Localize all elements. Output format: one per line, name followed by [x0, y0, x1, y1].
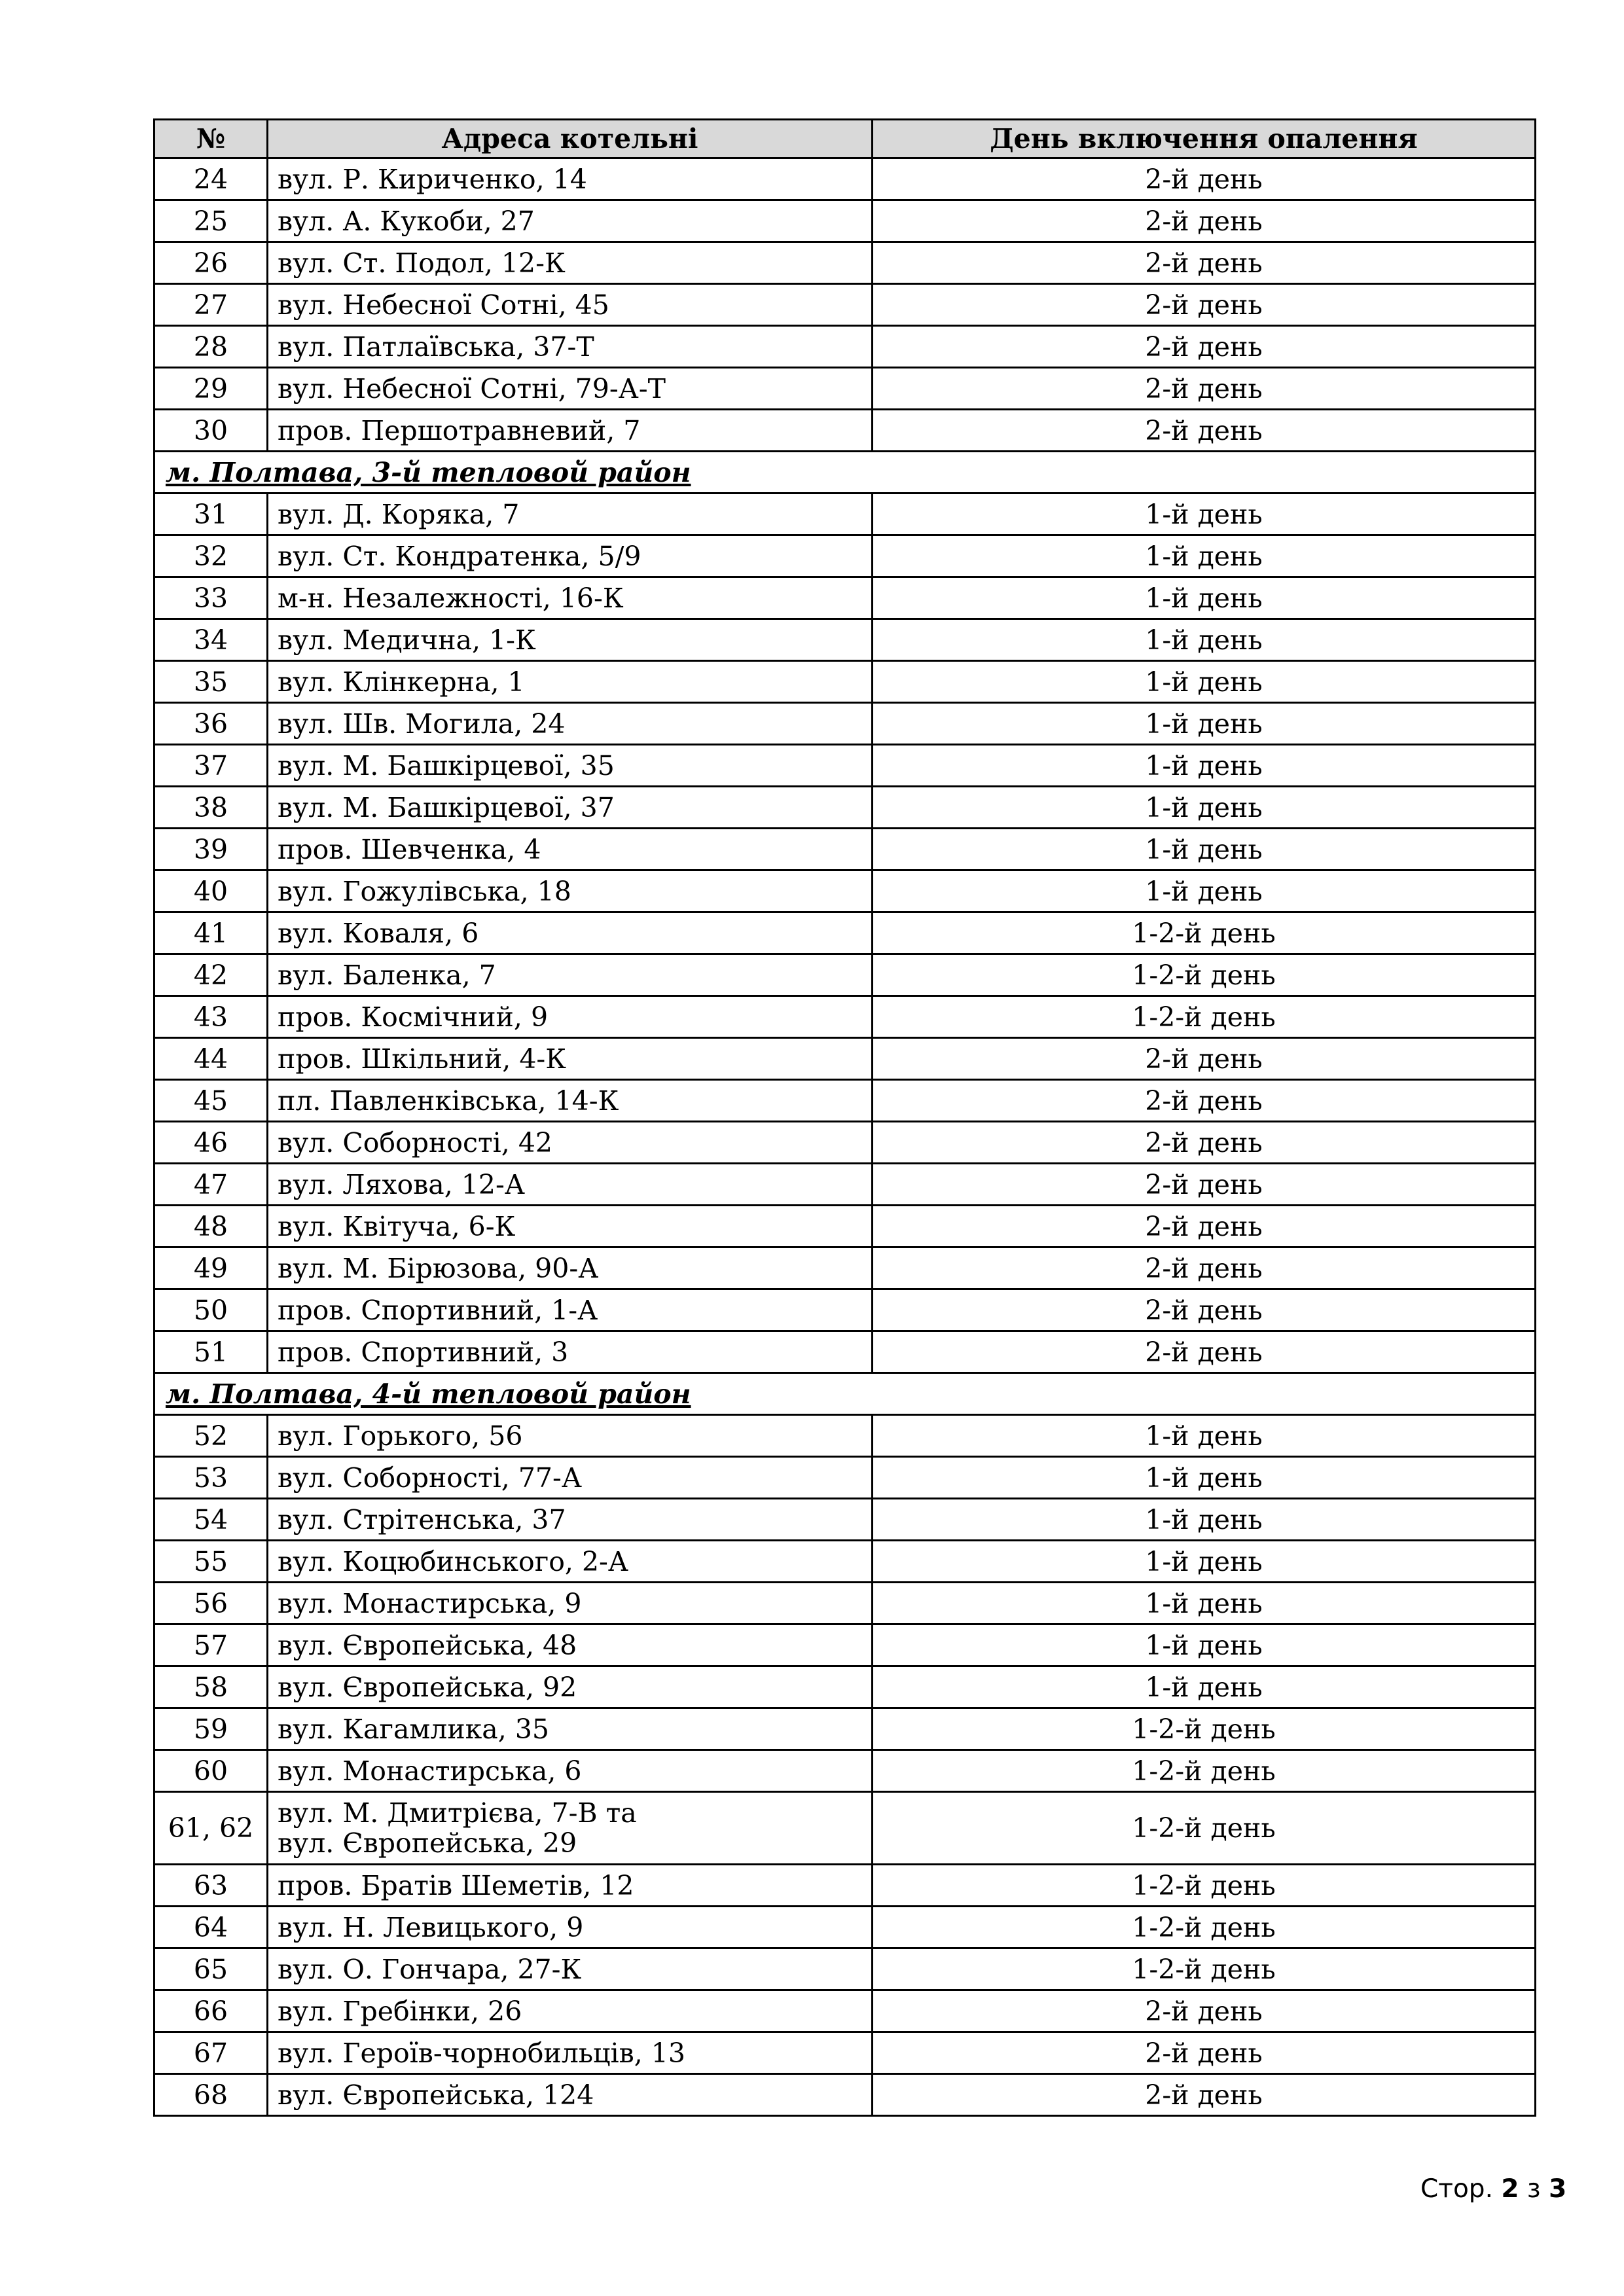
table-row [154, 1990, 1536, 2032]
table-row [154, 1206, 1536, 1247]
address-line: вул. Героїв-чорнобильців, 13 [278, 2037, 685, 2069]
address-line: вул. Європейська, 92 [278, 1671, 577, 1703]
heating-day: 1-й день [873, 1415, 1536, 1457]
table-row [154, 954, 1536, 996]
heating-day: 1-й день [873, 829, 1536, 870]
row-number: 61, 62 [154, 1792, 268, 1865]
table-row [154, 493, 1536, 535]
row-number: 52 [154, 1415, 268, 1457]
row-number: 47 [154, 1164, 268, 1206]
table-row [154, 158, 1536, 200]
boiler-address [268, 661, 873, 703]
boiler-address [268, 912, 873, 954]
heating-day: 2-й день [873, 326, 1536, 368]
table-row [154, 200, 1536, 242]
address-line: вул. Соборності, 77-А [278, 1462, 582, 1494]
boiler-address [268, 1541, 873, 1583]
boiler-address [268, 158, 873, 200]
address-line: вул. Р. Кириченко, 14 [278, 163, 587, 195]
heating-day: 2-й день [873, 200, 1536, 242]
address-line: вул. Ст. Подол, 12-К [278, 247, 566, 279]
address-line: вул. О. Гончара, 27-К [278, 1953, 582, 1985]
boiler-address [268, 1038, 873, 1080]
heating-day: 2-й день [873, 1164, 1536, 1206]
address-line: вул. Гожулівська, 18 [278, 875, 571, 907]
boiler-address [268, 200, 873, 242]
table-row [154, 242, 1536, 284]
table-row [154, 535, 1536, 577]
address-line: пров. Шевченка, 4 [278, 833, 541, 865]
heating-day: 1-й день [873, 493, 1536, 535]
table-body [154, 158, 1536, 2116]
table-row [154, 661, 1536, 703]
address-line: вул. А. Кукоби, 27 [278, 205, 535, 237]
table-row [154, 1122, 1536, 1164]
row-number: 55 [154, 1541, 268, 1583]
heating-day: 1-2-й день [873, 1865, 1536, 1907]
row-number: 38 [154, 787, 268, 829]
address-line: пров. Братів Шеметів, 12 [278, 1869, 634, 1901]
table-row [154, 410, 1536, 452]
row-number: 64 [154, 1907, 268, 1948]
boiler-address [268, 703, 873, 745]
table-row [154, 1164, 1536, 1206]
table-row [154, 1948, 1536, 1990]
boiler-address [268, 1666, 873, 1708]
address-line: вул. Медична, 1-К [278, 624, 536, 656]
address-line: вул. Гребінки, 26 [278, 1995, 522, 2027]
table-row [154, 2032, 1536, 2074]
address-line: вул. Патлаївська, 37-Т [278, 331, 594, 363]
boiler-address [268, 1865, 873, 1907]
row-number: 50 [154, 1289, 268, 1331]
address-line: пров. Космічний, 9 [278, 1001, 549, 1033]
row-number: 30 [154, 410, 268, 452]
boiler-address [268, 787, 873, 829]
table-row [154, 829, 1536, 870]
heating-day: 2-й день [873, 1247, 1536, 1289]
boiler-address [268, 368, 873, 410]
row-number: 66 [154, 1990, 268, 2032]
table-row [154, 1541, 1536, 1583]
address-line: вул. М. Башкірцевої, 37 [278, 791, 615, 823]
heating-day: 2-й день [873, 1990, 1536, 2032]
table-row [154, 1289, 1536, 1331]
heating-day: 2-й день [873, 242, 1536, 284]
address-line: вул. Клінкерна, 1 [278, 666, 525, 698]
table-row [154, 1708, 1536, 1750]
heating-day: 1-й день [873, 1499, 1536, 1541]
heating-day: 1-2-й день [873, 1907, 1536, 1948]
boiler-address [268, 410, 873, 452]
row-number: 46 [154, 1122, 268, 1164]
address-line-2: вул. Європейська, 29 [278, 1827, 577, 1859]
row-number: 32 [154, 535, 268, 577]
address-line: вул. Небесної Сотні, 79-А-Т [278, 372, 666, 404]
boiler-address [268, 577, 873, 619]
boiler-address [268, 1583, 873, 1624]
row-number: 48 [154, 1206, 268, 1247]
boiler-address [268, 1624, 873, 1666]
heating-day: 2-й день [873, 1122, 1536, 1164]
row-number: 67 [154, 2032, 268, 2074]
table-row [154, 1907, 1536, 1948]
row-number: 27 [154, 284, 268, 326]
table-row [154, 577, 1536, 619]
section-header-row [154, 1373, 1536, 1415]
boiler-address [268, 1164, 873, 1206]
address-line: пров. Першотравневий, 7 [278, 414, 641, 446]
table-row [154, 1080, 1536, 1122]
row-number: 34 [154, 619, 268, 661]
heating-day: 1-й день [873, 870, 1536, 912]
address-line: вул. Горького, 56 [278, 1420, 523, 1452]
table-header-row [154, 120, 1536, 158]
boiler-address [268, 1990, 873, 2032]
section-title: м. Полтава, 4-й тепловой район [154, 1373, 1536, 1415]
row-number: 28 [154, 326, 268, 368]
section-header-row [154, 452, 1536, 493]
address-line: вул. Д. Коряка, 7 [278, 498, 520, 530]
row-number: 65 [154, 1948, 268, 1990]
boiler-address [268, 1289, 873, 1331]
footer-total-pages: 3 [1549, 2174, 1567, 2204]
heating-day: 2-й день [873, 1038, 1536, 1080]
address-line: вул. Шв. Могила, 24 [278, 708, 566, 740]
address-line: вул. Європейська, 124 [278, 2079, 594, 2111]
boiler-address [268, 1708, 873, 1750]
row-number: 51 [154, 1331, 268, 1373]
address-line: вул. Баленка, 7 [278, 959, 496, 991]
section-title: м. Полтава, 3-й тепловой район [154, 452, 1536, 493]
row-number: 43 [154, 996, 268, 1038]
table-row [154, 368, 1536, 410]
heating-day: 2-й день [873, 368, 1536, 410]
row-number: 57 [154, 1624, 268, 1666]
boiler-address [268, 1331, 873, 1373]
heating-day: 1-2-й день [873, 1708, 1536, 1750]
address-line: вул. Квітуча, 6-К [278, 1210, 516, 1242]
row-number: 25 [154, 200, 268, 242]
row-number: 36 [154, 703, 268, 745]
table-row [154, 1457, 1536, 1499]
boiler-address [268, 954, 873, 996]
table-row [154, 326, 1536, 368]
boiler-address [268, 242, 873, 284]
address-line: вул. Ляхова, 12-А [278, 1168, 525, 1200]
row-number: 29 [154, 368, 268, 410]
row-number: 60 [154, 1750, 268, 1792]
boiler-address [268, 493, 873, 535]
boiler-address [268, 619, 873, 661]
row-number: 39 [154, 829, 268, 870]
boiler-address [268, 1499, 873, 1541]
address-line: вул. М. Башкірцевої, 35 [278, 749, 615, 781]
row-number: 59 [154, 1708, 268, 1750]
address-line: вул. Соборності, 42 [278, 1126, 552, 1158]
heating-day: 2-й день [873, 284, 1536, 326]
boiler-address [268, 2032, 873, 2074]
boiler-address [268, 1792, 873, 1865]
table-row [154, 619, 1536, 661]
address-line: вул. Н. Левицького, 9 [278, 1911, 584, 1943]
boiler-address [268, 1247, 873, 1289]
row-number: 26 [154, 242, 268, 284]
address-line: вул. Коваля, 6 [278, 917, 479, 949]
heating-day: 2-й день [873, 158, 1536, 200]
boiler-address [268, 326, 873, 368]
address-line: вул. Кагамлика, 35 [278, 1713, 549, 1745]
address-line: пров. Спортивний, 3 [278, 1336, 569, 1368]
heating-day: 1-й день [873, 535, 1536, 577]
table-row [154, 1038, 1536, 1080]
address-line: вул. Небесної Сотні, 45 [278, 289, 609, 321]
boiler-schedule-table [153, 118, 1536, 2117]
heating-day: 1-й день [873, 619, 1536, 661]
boiler-address [268, 535, 873, 577]
table-row [154, 284, 1536, 326]
table-row [154, 1415, 1536, 1457]
row-number: 33 [154, 577, 268, 619]
table-row [154, 745, 1536, 787]
boiler-address [268, 829, 873, 870]
address-line: вул. М. Бірюзова, 90-А [278, 1252, 599, 1284]
heating-day: 2-й день [873, 2032, 1536, 2074]
table-row [154, 1331, 1536, 1373]
boiler-address [268, 1415, 873, 1457]
heating-day: 1-2-й день [873, 1750, 1536, 1792]
heating-day: 1-й день [873, 661, 1536, 703]
heating-day: 1-й день [873, 745, 1536, 787]
row-number: 53 [154, 1457, 268, 1499]
heating-day: 2-й день [873, 1206, 1536, 1247]
address-line: м-н. Незалежності, 16-К [278, 582, 624, 614]
address-line: вул. Монастирська, 6 [278, 1755, 582, 1787]
heating-day: 2-й день [873, 1331, 1536, 1373]
footer-page-number: 2 [1501, 2174, 1519, 2204]
header-num: № [154, 120, 268, 158]
table-row [154, 1666, 1536, 1708]
row-number: 68 [154, 2074, 268, 2116]
heating-day: 1-й день [873, 703, 1536, 745]
row-number: 56 [154, 1583, 268, 1624]
header-address: Адреса котельні [268, 120, 873, 158]
table-row [154, 703, 1536, 745]
address-line: вул. Європейська, 48 [278, 1629, 577, 1661]
boiler-address [268, 1122, 873, 1164]
heating-day: 2-й день [873, 1080, 1536, 1122]
heating-day: 1-2-й день [873, 1792, 1536, 1865]
address-line: пл. Павленківська, 14-К [278, 1085, 619, 1117]
boiler-address [268, 1457, 873, 1499]
table-row [154, 1247, 1536, 1289]
heating-day: 1-2-й день [873, 912, 1536, 954]
boiler-address [268, 1907, 873, 1948]
row-number: 37 [154, 745, 268, 787]
table-row [154, 912, 1536, 954]
row-number: 45 [154, 1080, 268, 1122]
row-number: 42 [154, 954, 268, 996]
heating-day: 1-2-й день [873, 954, 1536, 996]
table-row [154, 2074, 1536, 2116]
boiler-address [268, 1750, 873, 1792]
heating-day: 2-й день [873, 410, 1536, 452]
address-line: вул. Стрітенська, 37 [278, 1503, 566, 1535]
heating-day: 1-й день [873, 787, 1536, 829]
table-row [154, 996, 1536, 1038]
heating-day: 1-й день [873, 1624, 1536, 1666]
boiler-address [268, 1948, 873, 1990]
row-number: 49 [154, 1247, 268, 1289]
heating-day: 1-й день [873, 1541, 1536, 1583]
heating-day: 1-2-й день [873, 996, 1536, 1038]
address-line: вул. М. Дмитрієва, 7-В та [278, 1797, 637, 1829]
address-line: пров. Шкільний, 4-К [278, 1043, 567, 1075]
heating-day: 1-й день [873, 1666, 1536, 1708]
table-row [154, 1499, 1536, 1541]
row-number: 63 [154, 1865, 268, 1907]
row-number: 58 [154, 1666, 268, 1708]
heating-day: 2-й день [873, 2074, 1536, 2116]
footer-prefix: Стор. [1420, 2174, 1493, 2204]
header-day: День включення опалення [873, 120, 1536, 158]
boiler-address [268, 1080, 873, 1122]
row-number: 40 [154, 870, 268, 912]
row-number: 54 [154, 1499, 268, 1541]
boiler-address [268, 1206, 873, 1247]
boiler-address [268, 745, 873, 787]
row-number: 35 [154, 661, 268, 703]
row-number: 24 [154, 158, 268, 200]
table-row [154, 1792, 1536, 1865]
boiler-address [268, 284, 873, 326]
heating-day: 1-2-й день [873, 1948, 1536, 1990]
address-line: вул. Монастирська, 9 [278, 1587, 582, 1619]
address-line: вул. Коцюбинського, 2-А [278, 1545, 628, 1577]
heating-day: 1-й день [873, 1457, 1536, 1499]
table-row [154, 870, 1536, 912]
table-row [154, 1624, 1536, 1666]
row-number: 41 [154, 912, 268, 954]
boiler-address [268, 996, 873, 1038]
page-footer [1420, 2174, 1566, 2204]
row-number: 31 [154, 493, 268, 535]
address-line: пров. Спортивний, 1-А [278, 1294, 598, 1326]
heating-day: 2-й день [873, 1289, 1536, 1331]
table-row [154, 1865, 1536, 1907]
table-row [154, 1583, 1536, 1624]
heating-day: 1-й день [873, 577, 1536, 619]
address-line: вул. Ст. Кондратенка, 5/9 [278, 540, 641, 572]
table-row [154, 1750, 1536, 1792]
table-row [154, 787, 1536, 829]
boiler-address [268, 2074, 873, 2116]
row-number: 44 [154, 1038, 268, 1080]
boiler-address [268, 870, 873, 912]
footer-separator: з [1526, 2174, 1541, 2204]
heating-day: 1-й день [873, 1583, 1536, 1624]
